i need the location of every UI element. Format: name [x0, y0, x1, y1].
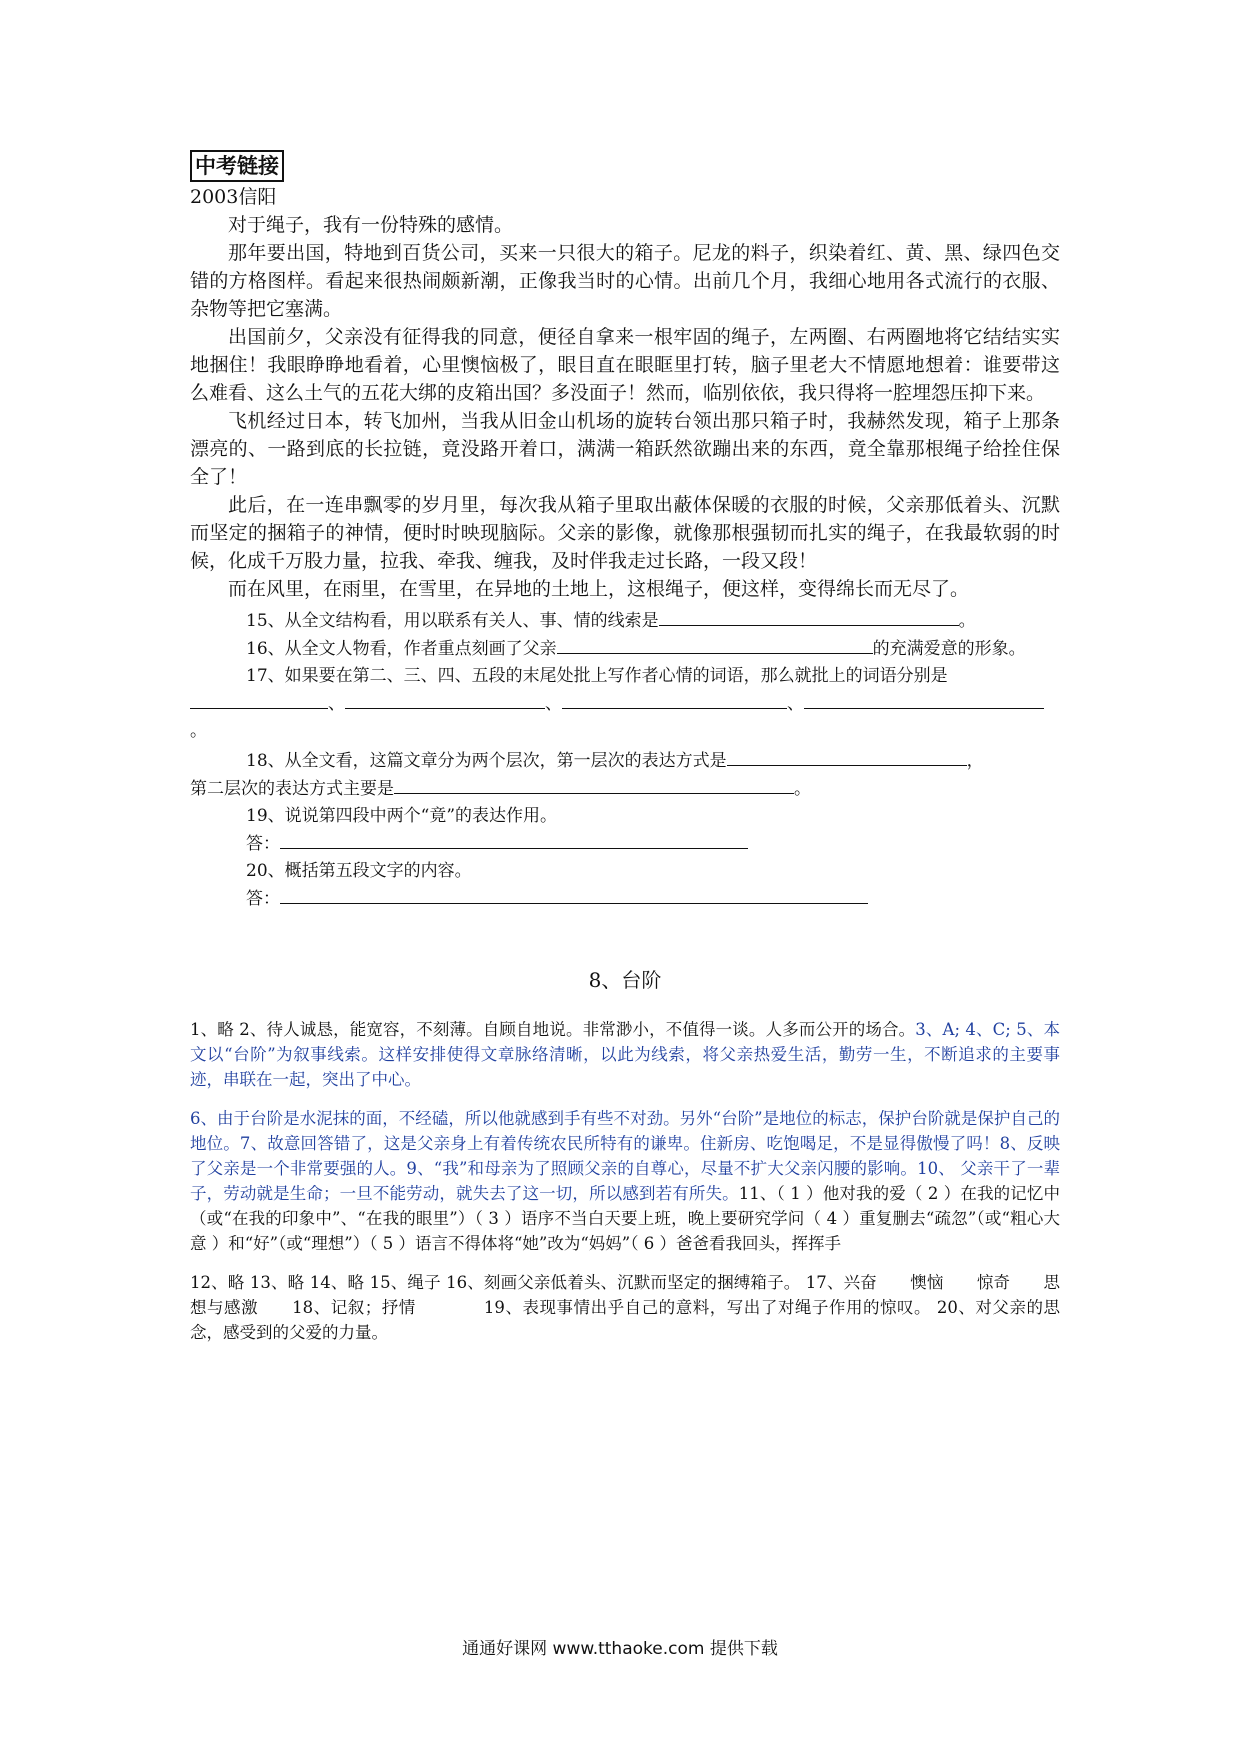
answer-label: 答：	[246, 889, 280, 909]
question-17	[190, 663, 1060, 690]
answer-label: 答：	[246, 834, 280, 854]
answer-blank[interactable]	[280, 885, 868, 904]
answer-block	[190, 1017, 1060, 1092]
questions	[190, 607, 1060, 913]
question-18	[190, 747, 1060, 775]
question-punct: 。	[958, 611, 976, 631]
answer-block	[190, 1106, 1060, 1256]
answer-blank[interactable]	[727, 747, 967, 766]
question-text: 17、如果要在第二、三、四、五段的末尾处批上写作者心情的词语，那么就批上的词语分别是	[246, 666, 948, 686]
answer-text: 3、A; 4、C; 5、本文以“台阶”为叙事线索。这样安排使得文章脉络清晰，以此为线索，将父亲热爱生活，勤劳一生，不断追求的主要事迹，串联在一起，突出了中心。	[190, 1020, 1060, 1089]
answer-text: 6、由于台阶是水泥抹的面，不经磕，所以他就感到手有些不对劲。另外“台阶”是地位的标志，保护台阶就是保护自己的地位。7、故意回答错了，这是父亲身上有着传统农民所特有的谦卑。住新房、吃饱喝足，不是显得傲慢了吗！8、反映了父亲是一个非常要强的人。9、“我”和母亲为了照顾父亲的自尊心，尽量不扩大父亲闪腰的影响。10、 父亲干了一辈子，劳动就是生命；一旦不能劳动，就失去了这一切，所以感到若有所失。	[190, 1109, 1060, 1203]
answer-blank[interactable]	[345, 690, 545, 709]
question-20	[190, 858, 1060, 885]
question-text: 16、从全文人物看，作者重点刻画了父亲	[246, 639, 557, 659]
answer-blank[interactable]	[557, 635, 873, 654]
passage-paragraph: 而在风里，在雨里，在雪里，在异地的土地上，这根绳子，便这样，变得绵长而无尽了。	[228, 578, 970, 600]
answer-blank[interactable]	[280, 830, 748, 849]
passage-paragraph: 对于绳子，我有一份特殊的感情。	[228, 214, 514, 236]
answer-19	[190, 830, 1060, 858]
passage-paragraph: 那年要出国，特地到百货公司，买来一只很大的箱子。尼龙的料子，织染着红、黄、黑、绿四色交错的方格图样。看起来很热闹颇新潮，正像我当时的心情。出前几个月，我细心地用各式流行的衣服、杂物等把它塞满。	[190, 242, 1060, 320]
question-punct: 。	[190, 721, 207, 741]
answer-text: 1、略 2、待人诚恳，能宽容，不刻薄。自顾自地说。非常渺小，不值得一谈。人多而公开的场合。	[190, 1020, 916, 1039]
answer-blank[interactable]	[804, 690, 1044, 709]
question-punct: 、	[545, 694, 562, 714]
question-punct: 的充满爱意的形象。	[872, 639, 1026, 659]
question-punct: 、	[328, 694, 345, 714]
answer-text: 11、（ 1 ）他对我的爱（ 2 ）在我的记忆中（或“在我的印象中”、“在我的眼里”）（ 3 ）语序不当白天要上班，晚上要研究学问（ 4 ）重复删去“疏忽”（或“粗心大意 ）和“好”（或“理想”）（ 5 ）语言不得体将“她”改为“妈妈”（ 6 ）爸爸看我回头，挥挥手	[190, 1184, 1060, 1253]
section-tag: 中考链接	[190, 150, 284, 182]
question-punct: 、	[787, 694, 804, 714]
question-16	[190, 635, 1060, 663]
answer-20	[190, 885, 1060, 913]
page-content	[190, 150, 1060, 1359]
source-label: 2003信阳	[190, 186, 277, 208]
question-18-cont	[190, 775, 1060, 803]
question-19	[190, 803, 1060, 830]
question-punct: ，	[966, 751, 984, 771]
answer-blank[interactable]	[562, 690, 787, 709]
passage-paragraph: 飞机经过日本，转飞加州，当我从旧金山机场的旋转台领出那只箱子时，我赫然发现，箱子上那条漂亮的、一路到底的长拉链，竟没路开着口，满满一箱跃然欲蹦出来的东西，竟全靠那根绳子给拴住保全了！	[190, 410, 1060, 488]
passage-paragraph: 此后，在一连串飘零的岁月里，每次我从箱子里取出蔽体保暖的衣服的时候，父亲那低着头、沉默而坚定的捆箱子的神情，便时时映现脑际。父亲的影像，就像那根强韧而扎实的绳子，在我最软弱的时候，化成千万股力量，拉我、牵我、缠我，及时伴我走过长路，一段又段！	[190, 494, 1060, 572]
answer-text: 12、略 13、略 14、略 15、绳子 16、刻画父亲低着头、沉默而坚定的捆缚箱子。 17、兴奋 懊恼 惊奇 思想与感激 18、记叙；抒情 19、表现事情出乎自己的意料，写出了对绳子作用的惊叹。 20、对父亲的思念，感受到的父爱的力量。	[190, 1273, 1060, 1342]
passage-paragraph: 出国前夕，父亲没有征得我的同意，便径自拿来一根牢固的绳子，左两圈、右两圈地将它结结实实地捆住！我眼睁睁地看着，心里懊恼极了，眼目直在眼眶里打转，脑子里老大不情愿地想着：谁要带这么难看、这么土气的五花大绑的皮箱出国？多没面子！然而，临别依依，我只得将一腔埋怨压抑下来。	[190, 326, 1060, 404]
question-text: 第二层次的表达方式主要是	[190, 779, 394, 799]
question-text: 19、说说第四段中两个“竟”的表达作用。	[246, 806, 558, 826]
question-punct: 。	[794, 779, 811, 799]
footer: 通通好课网 www.tthaoke.com 提供下载	[462, 1639, 778, 1659]
answer-blank[interactable]	[190, 690, 328, 709]
answer-block	[190, 1270, 1060, 1345]
question-text: 18、从全文看，这篇文章分为两个层次，第一层次的表达方式是	[246, 751, 727, 771]
question-text: 20、概括第五段文字的内容。	[246, 861, 472, 881]
answer-key	[190, 1017, 1060, 1345]
question-17-blanks	[190, 690, 1060, 745]
question-15	[190, 607, 1060, 635]
answer-blank[interactable]	[394, 775, 794, 794]
question-text: 15、从全文结构看，用以联系有关人、事、情的线索是	[246, 611, 659, 631]
answer-blank[interactable]	[659, 607, 959, 626]
chapter-title: 8、台阶	[588, 968, 662, 992]
